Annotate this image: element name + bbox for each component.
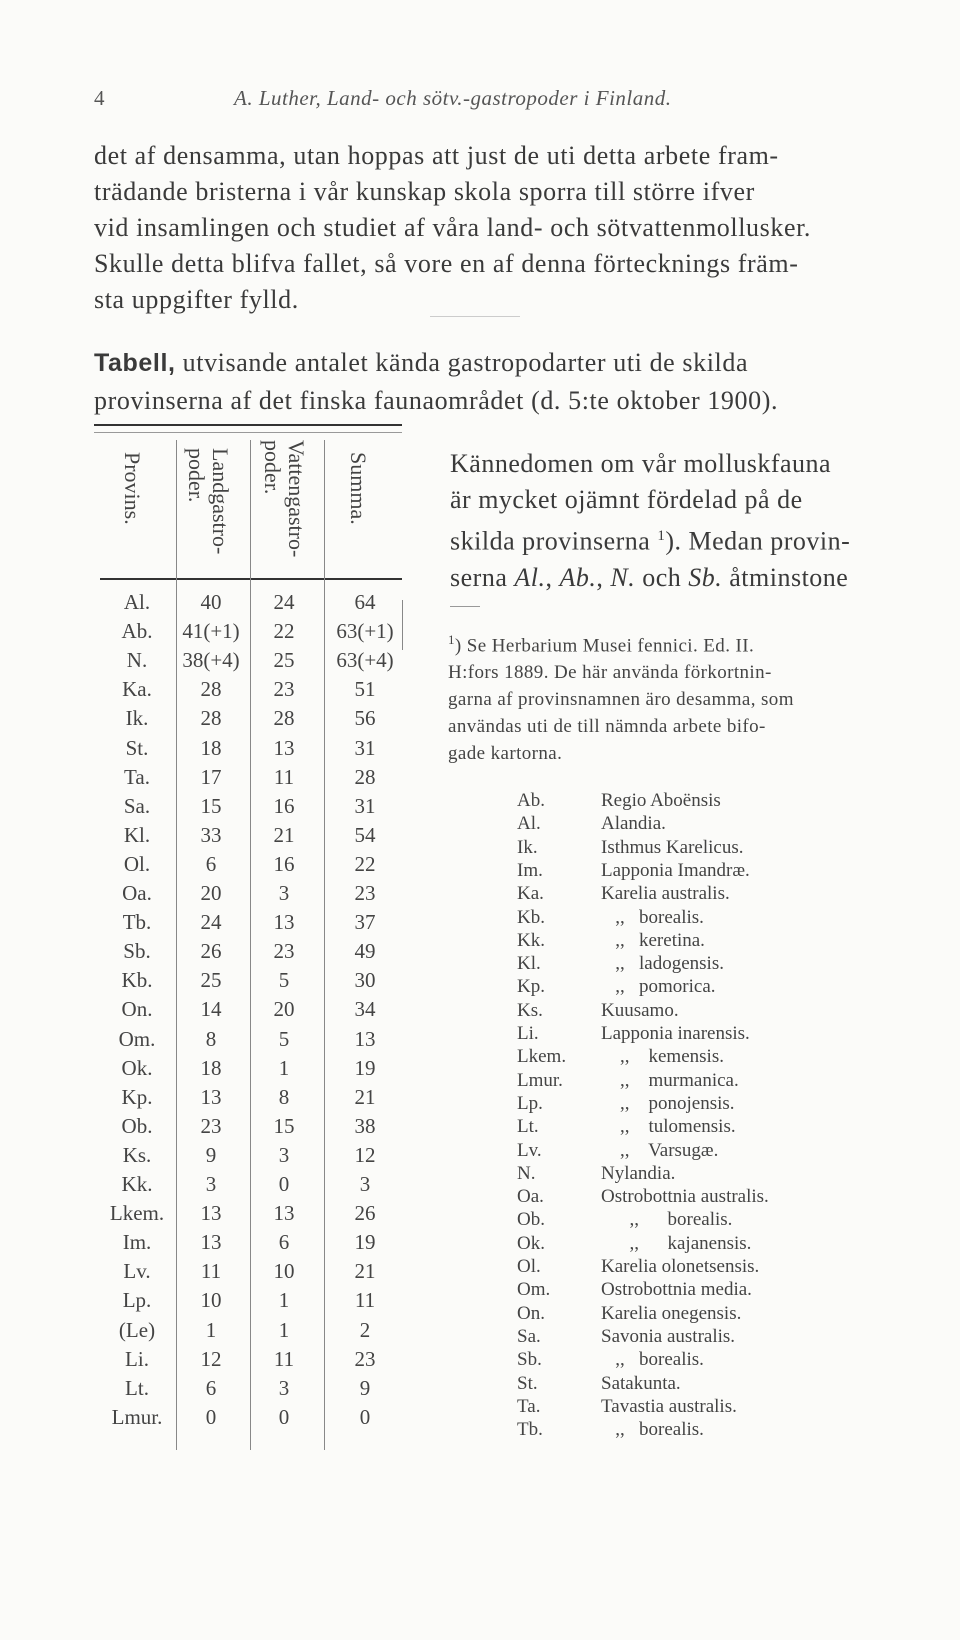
- table-row: [96, 648, 396, 677]
- header-landgastro: Landgastro- poder.: [184, 448, 233, 555]
- intro-paragraph: [94, 138, 894, 318]
- header-summa: Summa.: [346, 452, 371, 525]
- abbreviation-name: ,, kemensis.: [601, 1046, 724, 1068]
- sum-cell: 22: [354, 851, 376, 876]
- land-cell: 15: [200, 793, 222, 818]
- abbreviation-item: [517, 1046, 917, 1070]
- text-line: skilda provinserna $^1$). Medan provin-: [450, 526, 851, 556]
- abbreviation-code: Li.: [517, 1023, 539, 1044]
- abbreviation-name: ,, ladogensis.: [601, 953, 724, 975]
- water-cell: 22: [273, 619, 295, 644]
- sum-cell: 38: [354, 1113, 376, 1138]
- table-row: [96, 1259, 396, 1288]
- text-line: Kännedomen om vår molluskfauna: [450, 449, 832, 478]
- abbreviation-name: ,, borealis.: [601, 1209, 733, 1231]
- abbreviation-code: Ab.: [517, 790, 545, 811]
- province-cell: N.: [126, 648, 148, 673]
- abbreviation-name: ,, kajanensis.: [601, 1232, 752, 1254]
- right-paragraph: [450, 446, 900, 596]
- abbreviation-code: Ol.: [517, 1256, 541, 1277]
- abbreviation-code: Ta.: [517, 1395, 541, 1417]
- water-cell: 0: [278, 1172, 290, 1196]
- abbreviation-item: [517, 1279, 917, 1303]
- sum-cell: 26: [354, 1201, 376, 1226]
- water-cell: 11: [273, 1346, 295, 1371]
- province-cell: Ks.: [122, 1142, 152, 1167]
- abbreviation-item: [517, 1023, 917, 1047]
- abbreviation-name: Kuusamo.: [601, 999, 679, 1021]
- water-cell: 28: [273, 706, 295, 731]
- abbreviation-item: [517, 953, 917, 977]
- abbreviation-item: [517, 1326, 917, 1350]
- abbreviation-code: Lkem.: [517, 1046, 567, 1068]
- table-row: [96, 1027, 396, 1056]
- water-cell: 1: [278, 1317, 290, 1342]
- table-row: [96, 765, 396, 794]
- table-row: [96, 881, 396, 910]
- caption-line-1: utvisande antalet kända gastropodarter uti de skilda: [182, 348, 749, 377]
- land-cell: 20: [200, 881, 222, 905]
- abbreviation-name: ,, ponojensis.: [601, 1092, 735, 1114]
- land-cell: 24: [200, 910, 222, 935]
- sum-cell: 13: [354, 1026, 376, 1051]
- table-row: [96, 1288, 396, 1317]
- abbreviation-code: Lmur.: [517, 1069, 563, 1091]
- abbreviation-code: N.: [517, 1162, 536, 1184]
- abbreviation-code: Oa.: [517, 1186, 544, 1208]
- land-cell: 41(+1): [182, 619, 240, 644]
- footnote-line: garna af provinsnamnen äro desamma, som: [448, 689, 794, 711]
- land-cell: 8: [205, 1026, 217, 1051]
- abbreviation-item: [517, 1373, 917, 1397]
- sum-cell: 63(+4): [336, 648, 394, 673]
- water-cell: 3: [278, 1142, 290, 1167]
- abbreviation-item: [517, 1256, 917, 1280]
- footnote-line: användas uti de till nämnda arbete bifo-: [448, 716, 766, 738]
- abbreviation-item: [517, 813, 917, 837]
- province-cell: Lv.: [123, 1259, 151, 1284]
- water-cell: 25: [273, 648, 295, 673]
- province-cell: Kl.: [123, 822, 151, 847]
- abbreviation-name: Lapponia inarensis.: [601, 1023, 750, 1044]
- sum-cell: 3: [359, 1172, 371, 1196]
- abbreviation-code: Kp.: [517, 976, 545, 998]
- abbreviation-code: Sb.: [517, 1349, 542, 1371]
- table-top-rule: [94, 424, 402, 426]
- abbreviation-name: ,, Varsugæ.: [601, 1139, 719, 1161]
- abbreviation-item: [517, 860, 917, 884]
- table-row: [96, 1085, 396, 1114]
- abbreviation-code: Om.: [517, 1279, 551, 1301]
- header-title: A. Luther, Land- och sötv.-gastropoder i Finland.: [234, 86, 672, 110]
- province-cell: Ta.: [124, 764, 150, 789]
- abbreviation-item: [517, 1419, 917, 1443]
- abbreviation-code: Lt.: [517, 1116, 539, 1138]
- land-cell: 33: [200, 822, 222, 847]
- abbreviation-item: [517, 907, 917, 931]
- abbreviation-name: Savonia australis.: [601, 1325, 736, 1347]
- table-row: [96, 1172, 396, 1201]
- water-cell: 16: [273, 793, 295, 818]
- water-cell: 16: [273, 851, 295, 876]
- abbreviation-name: ,, borealis.: [601, 1349, 704, 1371]
- province-cell: Om.: [118, 1026, 156, 1051]
- text-line: Skulle detta blifva fallet, så vore en af denna förtecknings främ-: [94, 249, 799, 278]
- abbreviation-item: [517, 1116, 917, 1140]
- sum-cell: 11: [354, 1288, 376, 1313]
- water-cell: 20: [273, 997, 295, 1022]
- abbreviation-item: [517, 1000, 917, 1024]
- province-cell: (Le): [118, 1317, 156, 1342]
- abbreviation-code: Lp.: [517, 1092, 543, 1114]
- abbreviation-item: [517, 1140, 917, 1164]
- abbreviation-item: [517, 1070, 917, 1094]
- table-row: [96, 706, 396, 735]
- abbreviation-code: Ob.: [517, 1209, 545, 1231]
- province-cell: Tb.: [122, 910, 152, 935]
- sum-cell: 51: [354, 677, 376, 702]
- land-cell: 3: [205, 1172, 217, 1196]
- text-line: serna Al., Ab., N. och Sb. åtminstone: [450, 562, 849, 592]
- abbreviation-item: [517, 1186, 917, 1210]
- sum-cell: 23: [354, 1346, 376, 1371]
- water-cell: 3: [278, 881, 290, 905]
- abbreviation-item: [517, 1349, 917, 1373]
- land-cell: 17: [200, 764, 222, 789]
- abbreviation-item: [517, 930, 917, 954]
- abbreviation-name: Ostrobottnia australis.: [601, 1186, 769, 1208]
- sum-cell: 28: [354, 764, 376, 789]
- land-cell: 18: [200, 735, 222, 760]
- land-cell: 28: [200, 677, 222, 702]
- table-row: [96, 677, 396, 706]
- footnote: [448, 626, 903, 767]
- table-header-rule: [100, 578, 402, 580]
- sum-cell: 23: [354, 881, 376, 905]
- water-cell: 6: [278, 1230, 290, 1255]
- abbreviation-name: ,, keretina.: [601, 929, 705, 951]
- sum-cell: 12: [354, 1142, 376, 1167]
- text-line: vid insamlingen och studiet af våra land- och sötvattenmollusker.: [94, 213, 812, 242]
- province-cell: St.: [125, 735, 149, 760]
- province-cell: Lt.: [125, 1375, 149, 1400]
- table-row: [96, 1201, 396, 1230]
- water-cell: 1: [278, 1288, 290, 1313]
- abbreviation-name: Tavastia australis.: [601, 1395, 737, 1417]
- footnote-rule: [450, 606, 480, 607]
- land-cell: 28: [200, 706, 222, 731]
- table-row: [96, 1056, 396, 1085]
- sum-cell: 21: [354, 1259, 376, 1284]
- sum-cell: 64: [354, 590, 376, 614]
- land-cell: 40: [200, 590, 222, 614]
- table-top-rule-thin: [94, 432, 402, 433]
- abbreviation-name: Karelia olonetsensis.: [601, 1256, 760, 1277]
- province-cell: Al.: [123, 590, 151, 614]
- land-cell: 10: [200, 1288, 222, 1313]
- land-cell: 14: [200, 997, 222, 1022]
- land-cell: 13: [200, 1230, 222, 1255]
- table-row: [96, 1318, 396, 1347]
- abbreviation-code: Im.: [517, 859, 543, 881]
- province-cell: Im.: [122, 1230, 152, 1255]
- land-cell: 9: [205, 1142, 217, 1167]
- table-row: [96, 590, 396, 619]
- table-row: [96, 1230, 396, 1259]
- abbreviation-name: Alandia.: [601, 813, 666, 835]
- abbreviation-name: ,, tulomensis.: [601, 1116, 736, 1138]
- province-cell: Li.: [125, 1346, 149, 1371]
- footnote-line: H:fors 1889. De här använda förkortnin-: [448, 662, 772, 684]
- abbreviation-code: Kk.: [517, 929, 545, 951]
- caption-bold: Tabell,: [94, 349, 176, 377]
- province-cell: Ka.: [122, 677, 152, 702]
- abbreviation-name: Satakunta.: [601, 1372, 681, 1394]
- province-cell: Lkem.: [109, 1201, 165, 1226]
- abbreviation-item: [517, 1303, 917, 1327]
- sum-cell: 49: [354, 939, 376, 964]
- land-cell: 11: [200, 1259, 222, 1284]
- table-row: [96, 939, 396, 968]
- abbreviation-code: Sa.: [517, 1325, 541, 1347]
- province-cell: Lmur.: [111, 1404, 163, 1429]
- province-cell: Sa.: [123, 793, 151, 818]
- land-cell: 12: [200, 1346, 222, 1371]
- land-cell: 18: [200, 1055, 222, 1080]
- text-line: det af densamma, utan hoppas att just de uti detta arbete fram-: [94, 141, 779, 170]
- land-cell: 6: [205, 1375, 217, 1400]
- table-row: [96, 1376, 396, 1405]
- abbreviation-name: Karelia onegensis.: [601, 1302, 742, 1324]
- caption-line-2: provinserna af det finska faunaområdet (d. 5:te oktober 1900).: [94, 386, 779, 415]
- sum-cell: 34: [354, 997, 376, 1022]
- table-row: [96, 823, 396, 852]
- water-cell: 13: [273, 910, 295, 935]
- sum-cell: 63(+1): [336, 619, 394, 644]
- text-line: sta uppgifter fylld.: [94, 285, 299, 314]
- abbreviation-name: ,, murmanica.: [601, 1069, 739, 1091]
- province-cell: Ik.: [125, 706, 149, 731]
- water-cell: 13: [273, 735, 295, 760]
- water-cell: 3: [278, 1375, 290, 1400]
- land-cell: 13: [200, 1201, 222, 1226]
- province-cell: Ok.: [121, 1055, 153, 1080]
- page-number: 4: [94, 86, 105, 110]
- land-cell: 25: [200, 968, 222, 993]
- land-cell: 26: [200, 939, 222, 964]
- table-row: [96, 852, 396, 881]
- land-cell: 38(+4): [182, 648, 240, 673]
- abbreviation-item: [517, 976, 917, 1000]
- sum-cell: 56: [354, 706, 376, 731]
- sum-cell: 54: [354, 822, 376, 847]
- abbreviation-name: Isthmus Karelicus.: [601, 836, 744, 858]
- province-cell: Kk.: [121, 1172, 153, 1196]
- abbreviation-item: [517, 1093, 917, 1117]
- table-row: [96, 619, 396, 648]
- province-cell: Kb.: [121, 968, 153, 993]
- water-cell: 21: [273, 822, 295, 847]
- table-row: [96, 736, 396, 765]
- abbreviation-name: Karelia australis.: [601, 883, 730, 905]
- water-cell: 23: [273, 677, 295, 702]
- abbreviation-code: Kl.: [517, 953, 541, 975]
- land-cell: 13: [200, 1084, 222, 1109]
- abbreviation-name: ,, borealis.: [601, 1419, 704, 1441]
- abbreviation-name: Nylandia.: [601, 1162, 676, 1184]
- abbreviation-item: [517, 1209, 917, 1233]
- abbreviation-item: [517, 790, 917, 814]
- province-cell: Sb.: [123, 939, 151, 964]
- land-cell: 0: [205, 1404, 217, 1429]
- sum-cell: 19: [354, 1055, 376, 1080]
- water-cell: 15: [273, 1113, 295, 1138]
- land-cell: 1: [205, 1317, 217, 1342]
- abbreviation-name: Lapponia Imandræ.: [601, 859, 750, 881]
- table-row: [96, 794, 396, 823]
- abbreviation-code: Ik.: [517, 836, 538, 858]
- water-cell: 1: [278, 1055, 290, 1080]
- table-row: [96, 1347, 396, 1376]
- land-cell: 23: [200, 1113, 222, 1138]
- header-vattengastro: Vattengastro- poder.: [260, 440, 309, 558]
- province-cell: Ol.: [123, 851, 151, 876]
- water-cell: 24: [273, 590, 295, 614]
- abbreviation-code: Tb.: [517, 1419, 543, 1441]
- water-cell: 8: [278, 1084, 290, 1109]
- text-line: är mycket ojämnt fördelad på de: [450, 485, 803, 514]
- abbreviation-item: [517, 1163, 917, 1187]
- abbreviation-name: ,, pomorica.: [601, 976, 716, 998]
- sum-cell: 2: [359, 1317, 371, 1342]
- province-cell: Oa.: [122, 881, 152, 905]
- province-cell: Kp.: [121, 1084, 153, 1109]
- water-cell: 11: [273, 764, 295, 789]
- province-cell: On.: [121, 997, 153, 1022]
- province-cell: Lp.: [122, 1288, 152, 1313]
- table-row: [96, 1114, 396, 1143]
- sum-cell: 31: [354, 735, 376, 760]
- abbreviation-item: [517, 837, 917, 861]
- abbreviation-code: Ka.: [517, 883, 544, 905]
- table-caption: [94, 344, 894, 420]
- abbreviation-code: St.: [517, 1372, 538, 1394]
- header-provins: Provins.: [120, 452, 145, 525]
- sum-cell: 0: [359, 1404, 371, 1429]
- abbreviation-code: Ok.: [517, 1232, 545, 1254]
- abbreviation-name: Ostrobottnia media.: [601, 1279, 752, 1301]
- table-row: [96, 1405, 396, 1434]
- footnote-line: gade kartorna.: [448, 743, 563, 765]
- abbreviation-item: [517, 1233, 917, 1257]
- water-cell: 23: [273, 939, 295, 964]
- abbreviation-code: Lv.: [517, 1139, 542, 1161]
- abbreviation-code: Ks.: [517, 999, 543, 1021]
- province-cell: Ab.: [121, 619, 153, 644]
- abbreviation-code: Al.: [517, 813, 541, 835]
- sum-cell: 19: [354, 1230, 376, 1255]
- water-cell: 5: [278, 968, 290, 993]
- divider: [430, 316, 520, 317]
- water-cell: 5: [278, 1026, 290, 1051]
- abbreviation-item: [517, 883, 917, 907]
- sum-cell: 21: [354, 1084, 376, 1109]
- table-row: [96, 910, 396, 939]
- abbreviation-item: [517, 1396, 917, 1420]
- sum-cell: 9: [359, 1375, 371, 1400]
- water-cell: 13: [273, 1201, 295, 1226]
- province-cell: Ob.: [121, 1113, 153, 1138]
- abbreviation-code: On.: [517, 1302, 545, 1324]
- table-row: [96, 997, 396, 1026]
- abbreviation-name: Regio Aboënsis: [601, 790, 721, 811]
- sum-cell: 37: [354, 910, 376, 935]
- water-cell: 0: [278, 1404, 290, 1429]
- abbreviation-code: Kb.: [517, 906, 545, 928]
- sum-cell: 30: [354, 968, 376, 993]
- table-row: [96, 1143, 396, 1172]
- text-line: trädande bristerna i vår kunskap skola sporra till större ifver: [94, 177, 755, 206]
- abbreviation-name: ,, borealis.: [601, 906, 704, 928]
- sum-cell: 31: [354, 793, 376, 818]
- land-cell: 6: [205, 851, 217, 876]
- footnote-line: $^1$) Se Herbarium Musei fennici. Ed. II.: [448, 632, 755, 657]
- water-cell: 10: [273, 1259, 295, 1284]
- table-row: [96, 968, 396, 997]
